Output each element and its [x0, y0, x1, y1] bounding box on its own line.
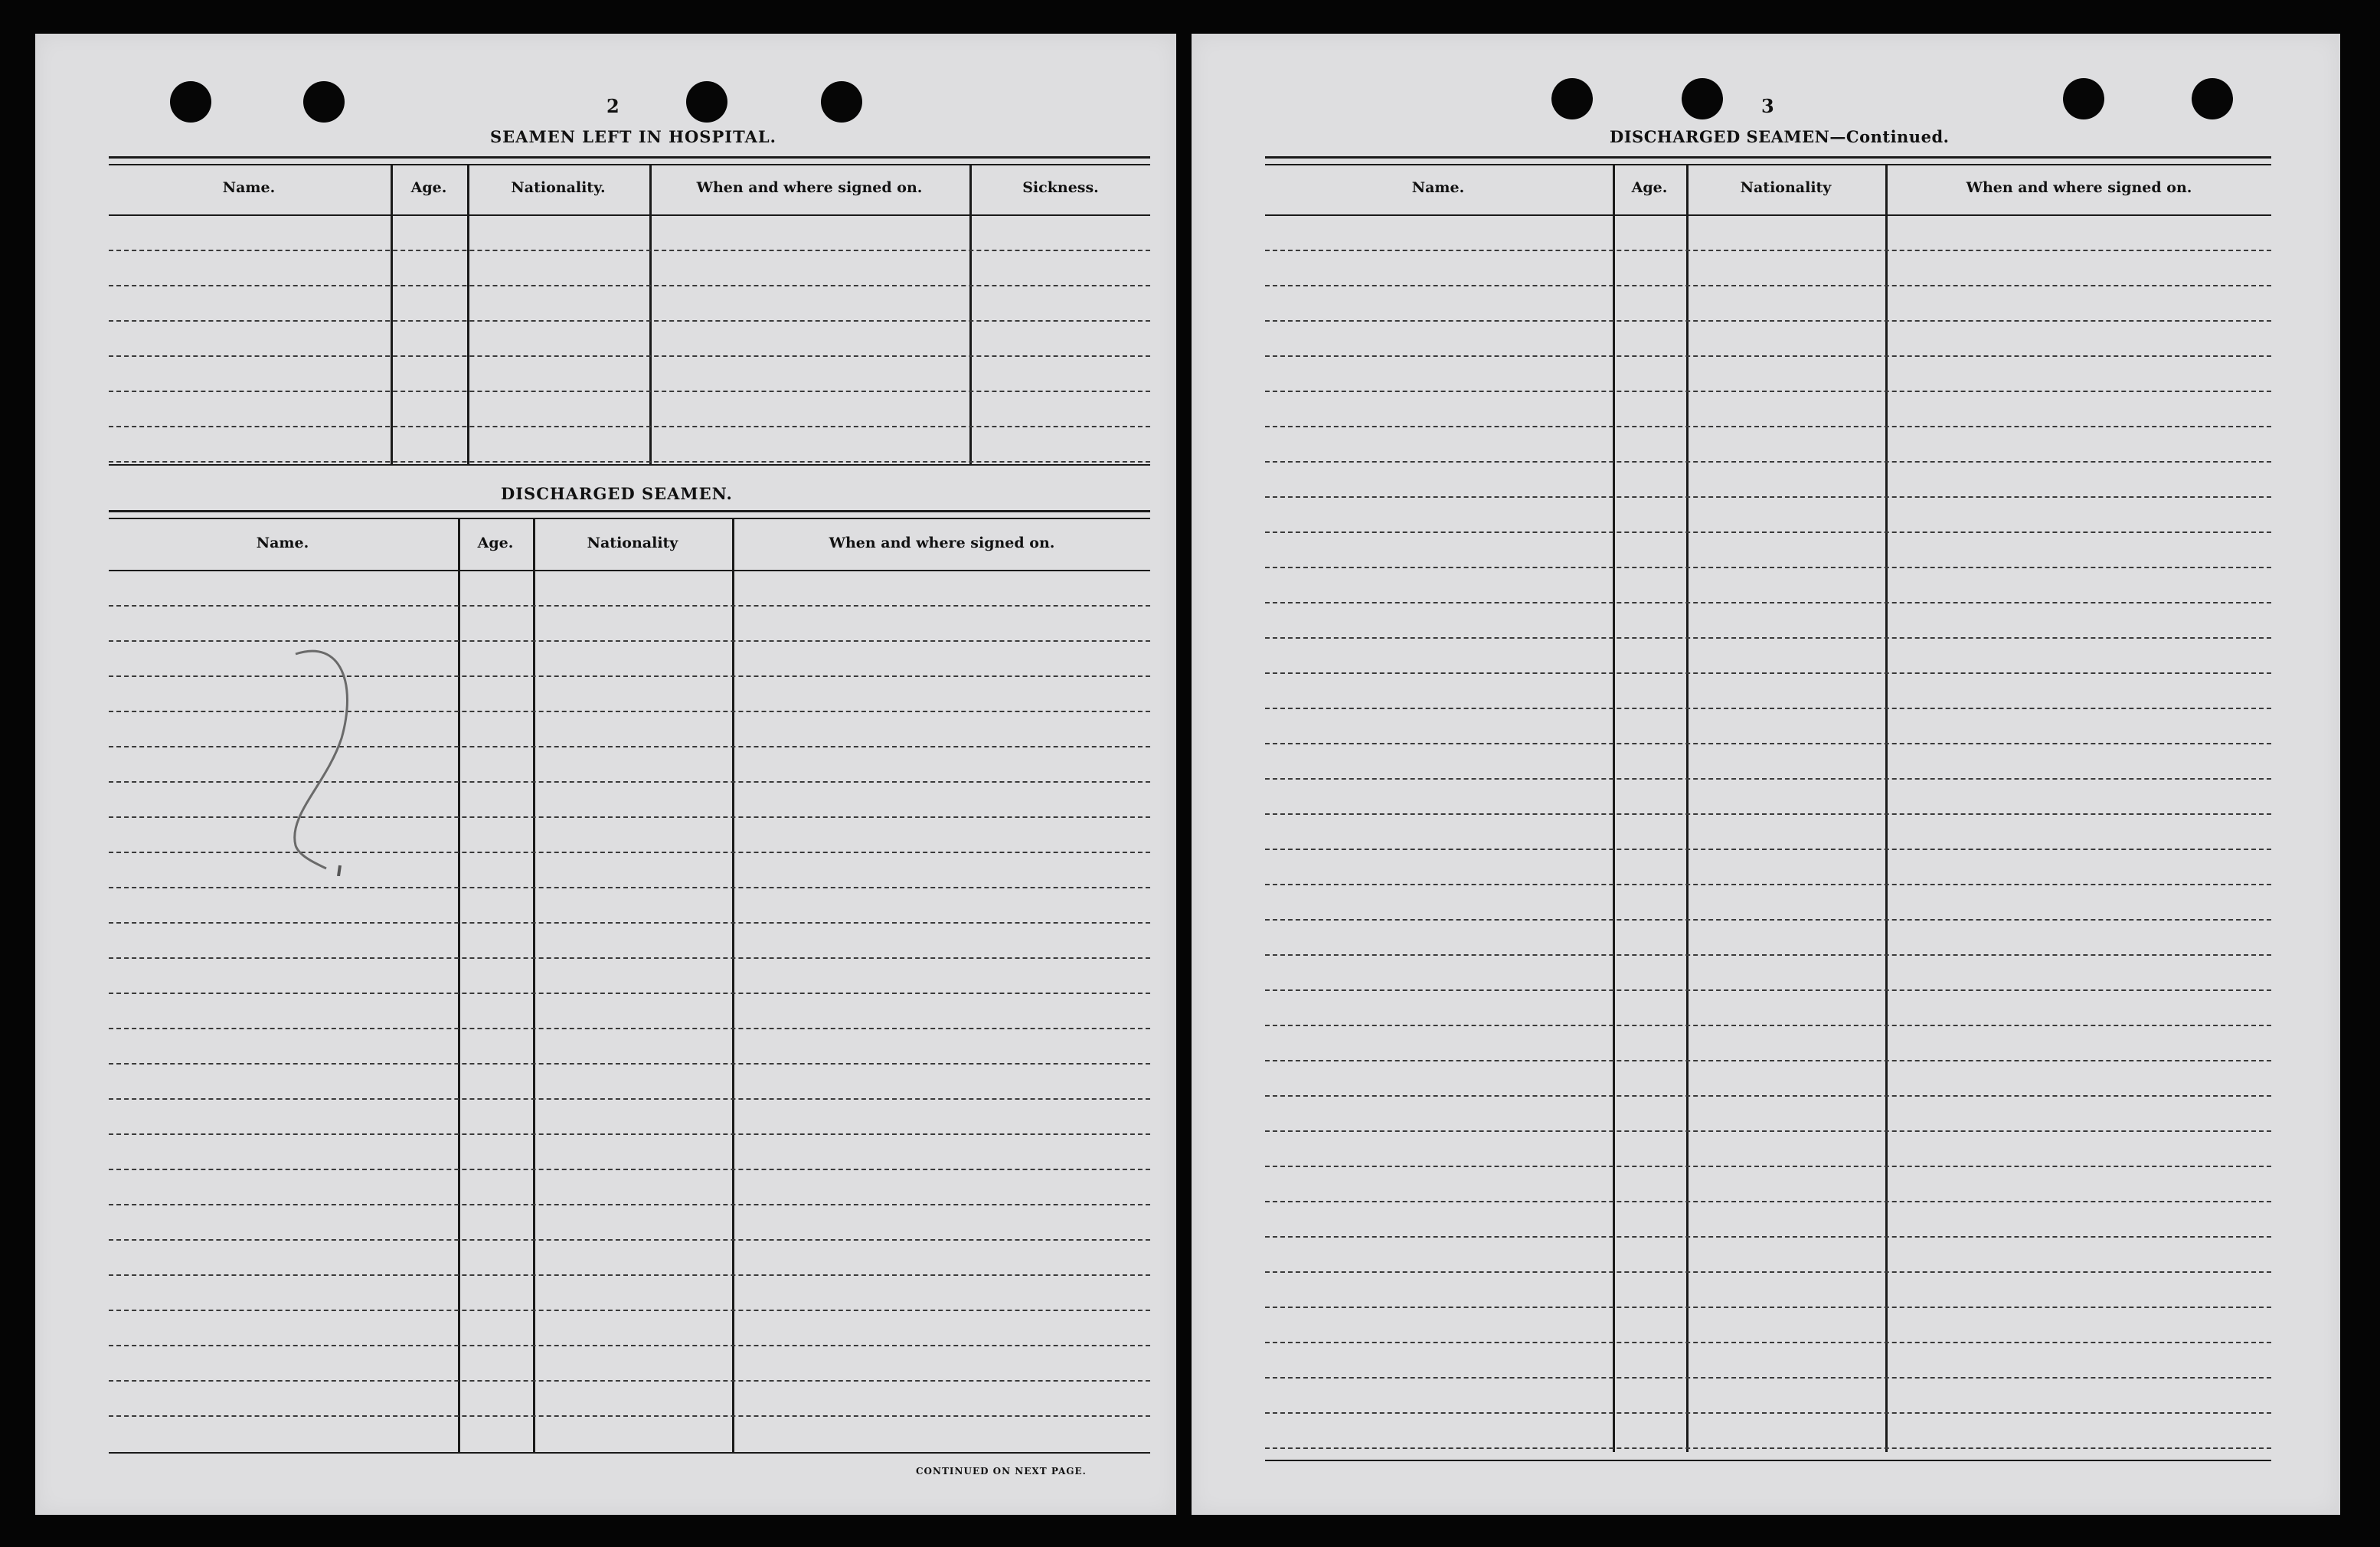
page-number: 2 — [606, 95, 620, 117]
table-row — [1265, 1307, 2271, 1308]
table-row — [1265, 461, 2271, 463]
table-row — [1265, 1447, 2271, 1449]
column-header-nationality: Nationality. — [511, 179, 606, 196]
table-row — [109, 1204, 1150, 1205]
punch-hole-icon — [2192, 78, 2233, 119]
table-row — [109, 1345, 1150, 1346]
column-header-name: Name. — [222, 179, 276, 196]
table-row — [1265, 1060, 2271, 1061]
table-row — [109, 993, 1150, 994]
hospital-section-title: SEAMEN LEFT IN HOSPITAL. — [490, 127, 776, 146]
table-row — [1265, 391, 2271, 392]
column-header-nationality: Nationality — [587, 535, 678, 551]
table-row — [109, 1380, 1150, 1382]
punch-hole-icon — [821, 81, 862, 123]
table-row — [1265, 813, 2271, 815]
table-row — [1265, 531, 2271, 533]
table-row — [1265, 1342, 2271, 1343]
table-row — [1265, 1236, 2271, 1238]
table-row — [1265, 320, 2271, 322]
table-row — [109, 922, 1150, 924]
punch-hole-icon — [170, 81, 211, 123]
punch-hole-icon — [686, 81, 727, 123]
table-row — [109, 1169, 1150, 1170]
table-row — [109, 1310, 1150, 1311]
table-row — [109, 1274, 1150, 1276]
table-row — [109, 461, 1150, 463]
discharged-continued-title: DISCHARGED SEAMEN—Continued. — [1610, 127, 1950, 146]
table-row — [109, 250, 1150, 251]
table-row — [1265, 708, 2271, 709]
table-row — [109, 285, 1150, 286]
table-row — [1265, 602, 2271, 603]
table-row — [1265, 919, 2271, 921]
right-page — [1192, 34, 2340, 1515]
table-row — [109, 1133, 1150, 1135]
table-row — [1265, 355, 2271, 357]
column-header-age: Age. — [410, 179, 447, 196]
column-header-when-where: When and where signed on. — [829, 535, 1055, 551]
table-row — [109, 426, 1150, 427]
table-row — [1265, 849, 2271, 850]
table-row — [109, 1098, 1150, 1100]
column-header-nationality: Nationality — [1740, 179, 1832, 196]
table-row — [1265, 1025, 2271, 1026]
table-row — [109, 605, 1150, 607]
table-row — [1265, 285, 2271, 286]
continued-note: CONTINUED ON NEXT PAGE. — [916, 1466, 1087, 1477]
column-header-name: Name. — [1411, 179, 1465, 196]
table-row — [109, 1415, 1150, 1417]
table-row — [109, 391, 1150, 392]
column-header-name: Name. — [256, 535, 309, 551]
table-row — [1265, 884, 2271, 885]
table-row — [1265, 1412, 2271, 1414]
table-row — [109, 1239, 1150, 1241]
table-row — [1265, 989, 2271, 991]
pencil-mark — [250, 639, 372, 876]
table-row — [109, 355, 1150, 357]
table-row — [109, 887, 1150, 888]
punch-hole-icon — [1551, 78, 1593, 119]
table-row — [1265, 954, 2271, 956]
table-row — [1265, 567, 2271, 568]
punch-hole-icon — [1682, 78, 1723, 119]
table-row — [109, 957, 1150, 959]
discharged-section-title: DISCHARGED SEAMEN. — [501, 484, 733, 503]
table-row — [109, 1063, 1150, 1065]
column-header-when-where: When and where signed on. — [696, 179, 923, 196]
column-header-when-where: When and where signed on. — [1966, 179, 2192, 196]
table-row — [1265, 1095, 2271, 1097]
table-row — [1265, 1377, 2271, 1379]
table-row — [1265, 1130, 2271, 1132]
page-number: 3 — [1761, 95, 1774, 117]
punch-hole-icon — [303, 81, 345, 123]
table-row — [1265, 672, 2271, 674]
table-row — [109, 1028, 1150, 1029]
table-row — [1265, 1166, 2271, 1167]
punch-hole-icon — [2063, 78, 2104, 119]
table-row — [109, 320, 1150, 322]
table-row — [1265, 426, 2271, 427]
column-header-age: Age. — [477, 535, 514, 551]
table-row — [1265, 1271, 2271, 1273]
table-row — [1265, 778, 2271, 780]
left-page — [35, 34, 1176, 1515]
table-row — [1265, 496, 2271, 498]
column-header-sickness: Sickness. — [1022, 179, 1099, 196]
column-header-age: Age. — [1631, 179, 1668, 196]
table-row — [1265, 637, 2271, 639]
table-row — [1265, 743, 2271, 744]
table-row — [1265, 250, 2271, 251]
table-row — [1265, 1201, 2271, 1202]
